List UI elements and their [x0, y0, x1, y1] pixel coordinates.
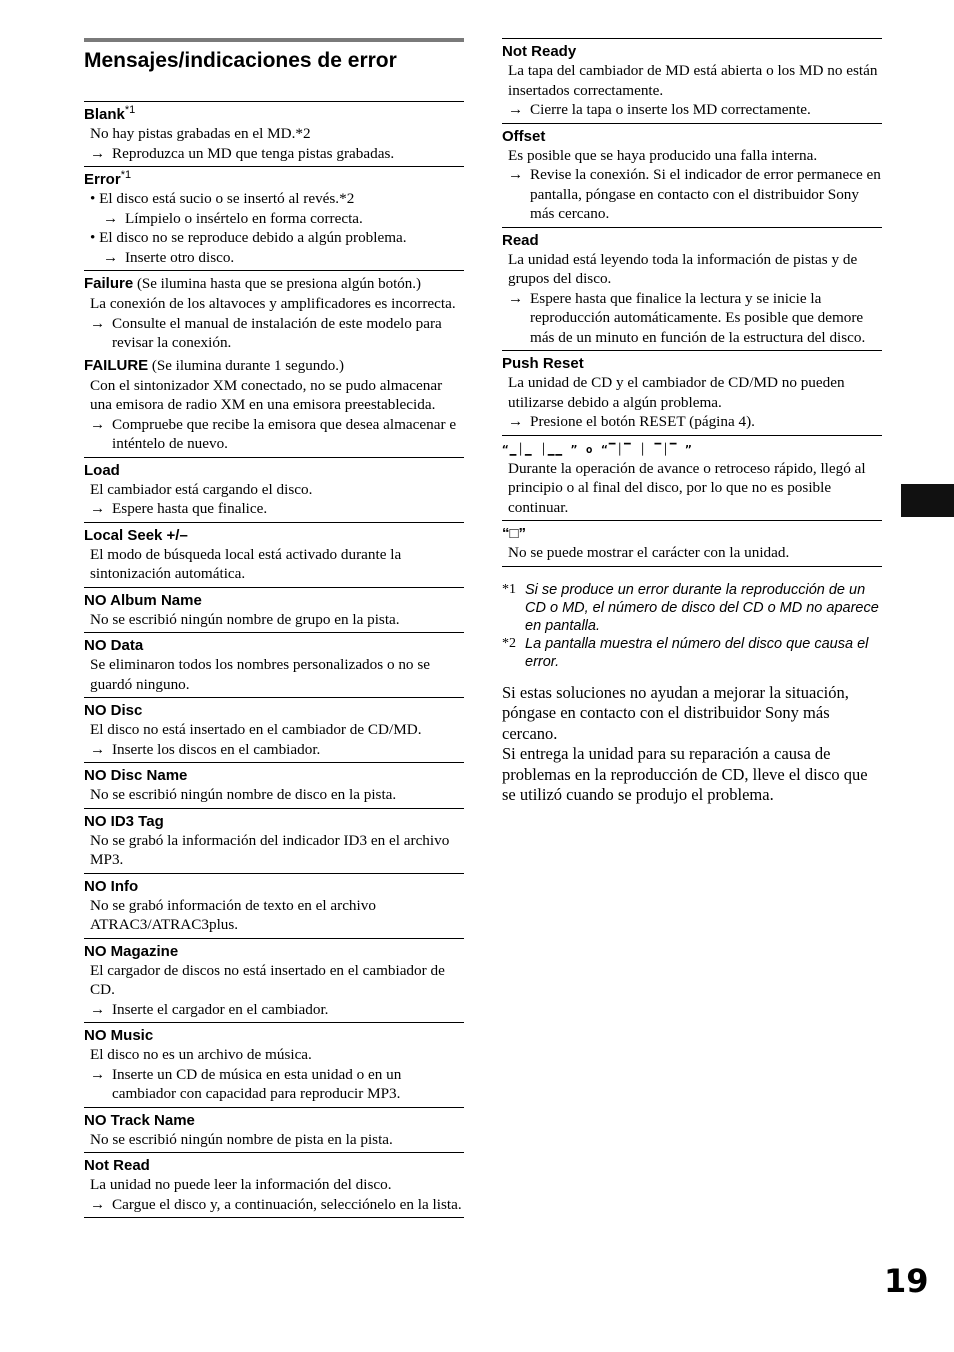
message-term [502, 231, 882, 250]
footnote-ref: *1 [124, 104, 136, 116]
message-description: La conexión de los altavoces y amplificadores es incorrecta. [90, 295, 456, 312]
message-description: No se grabó la información del indicador ID3 en el archivo MP3. [90, 831, 450, 868]
message-term [84, 591, 464, 610]
footnote-text: La pantalla muestra el número del disco que causa el error. [525, 635, 869, 670]
message-entry [502, 38, 882, 123]
message-entry [84, 356, 464, 457]
message-entry [84, 457, 464, 522]
remedy-line [84, 1000, 464, 1020]
footnotes [502, 581, 882, 671]
message-term [84, 701, 464, 720]
footnote-number: *2 [502, 635, 516, 651]
message-entry [84, 873, 464, 938]
remedy-text: Revise la conexión. Si el indicador de error permanece en pantalla, póngase en contacto con el distribuidor Sony más cercano. [530, 166, 881, 222]
message-term-label: NO Magazine [84, 942, 179, 960]
message-description: Durante la operación de avance o retroceso rápido, llegó al principio o al final del disco, por lo que no es posible continuar. [508, 459, 866, 516]
remedy-text: Inserte un CD de música en esta unidad o en un cambiador con capacidad para reproducir MP3. [112, 1065, 402, 1102]
message-entry [502, 350, 882, 435]
message-description: El cargador de discos no está insertado en el cambiador de CD. [90, 961, 445, 998]
message-description: La unidad de CD y el cambiador de CD/MD no pueden utilizarse debido a algún problema. [508, 374, 845, 411]
arrow-icon: → [90, 1000, 106, 1018]
arrow-icon: → [508, 101, 524, 118]
remedy-text: Consulte el manual de instalación de este modelo para revisar la conexión. [112, 314, 442, 351]
message-term-label: Push Reset [502, 355, 584, 372]
message-term-label: Local Seek +/– [84, 526, 188, 544]
message-term-label: NO Data [84, 637, 144, 654]
right-column [502, 38, 882, 806]
message-description: El disco no está insertado en el cambiador de CD/MD. [90, 721, 422, 738]
message-description: Con el sintonizador XM conectado, no se pudo almacenar una emisora de radio XM en una emisora preestablecida. [90, 376, 443, 413]
message-entry [84, 762, 464, 808]
message-entry [84, 522, 464, 587]
arrow-icon: → [508, 289, 524, 307]
arrow-icon: → [103, 248, 119, 266]
message-description: No hay pistas grabadas en el MD.*2 [90, 125, 311, 142]
message-entry [84, 1107, 464, 1153]
message-description: Se eliminaron todos los nombres personalizados o no se guardó ninguno. [90, 656, 430, 693]
message-term [502, 354, 882, 373]
message-entry [84, 101, 464, 166]
message-description: El disco no es un archivo de música. [90, 1046, 312, 1063]
footnote [502, 635, 882, 671]
closing-paragraph: Si entrega la unidad para su reparación a causa de problemas en la reproducción de CD, lleve el disco que se utilizó cuando se produjo el problema. [502, 744, 868, 804]
cause-text: El disco no se reproduce debido a algún problema. [99, 229, 407, 246]
message-term [502, 439, 882, 459]
message-entry [84, 938, 464, 1023]
message-term [84, 942, 464, 961]
bullet-icon: • [90, 229, 100, 246]
message-description: No se grabó información de texto en el archivo ATRAC3/ATRAC3plus. [90, 896, 376, 933]
message-entry [84, 808, 464, 873]
message-term [84, 812, 464, 831]
remedy-text: Cargue el disco y, a continuación, selecciónelo en la lista. [112, 1195, 462, 1213]
message-entry [84, 166, 464, 270]
message-term [84, 766, 464, 785]
arrow-icon: → [103, 209, 119, 227]
message-term-label: Load [84, 461, 120, 479]
remedy-text: Espere hasta que finalice la lectura y se inicie la reproducción automáticamente. Es posible que demore más de un minuto en función de la estructura del disco. [530, 289, 866, 346]
remedy-line [84, 1195, 464, 1215]
remedy-line [502, 289, 882, 348]
message-term [84, 636, 464, 655]
closing-text [502, 683, 882, 806]
remedy-line [502, 412, 882, 432]
remedy-line [84, 740, 464, 760]
message-entry [502, 435, 882, 521]
arrow-icon: → [90, 500, 106, 517]
remedy-line [84, 314, 464, 353]
footnote [502, 581, 882, 635]
remedy-line [502, 100, 882, 120]
arrow-icon: → [508, 166, 524, 183]
message-term-label: NO Music [84, 1027, 154, 1044]
list-end-rule [84, 1217, 464, 1218]
left-entries [84, 101, 464, 1218]
arrow-icon: → [90, 144, 106, 162]
message-term-label: Blank [84, 106, 125, 123]
arrow-icon: → [90, 1065, 106, 1083]
message-description: No se escribió ningún nombre de pista en la pista. [90, 1130, 393, 1148]
remedy-line [502, 165, 882, 224]
message-description: La unidad está leyendo toda la información de pistas y de grupos del disco. [508, 250, 858, 287]
message-entry [84, 1022, 464, 1107]
remedy-line [84, 415, 464, 454]
message-term-label: “□” [502, 525, 527, 542]
message-term [502, 42, 882, 61]
remedy-line [84, 248, 464, 268]
left-column [84, 38, 464, 1218]
message-term [84, 274, 464, 294]
message-term-label: NO Track Name [84, 1111, 195, 1129]
message-term-label: Not Ready [502, 43, 577, 60]
message-description: No se escribió ningún nombre de disco en la pista. [90, 786, 397, 803]
message-term [84, 105, 464, 124]
message-term [84, 526, 464, 545]
remedy-text: Compruebe que recibe la emisora que desea almacenar e inténtelo de nuevo. [112, 415, 457, 452]
page-title: Mensajes/indicaciones de error [84, 49, 397, 72]
remedy-text: Espere hasta que finalice. [112, 500, 268, 517]
message-entry [84, 697, 464, 762]
message-term-label: NO ID3 Tag [84, 812, 164, 830]
message-term-label: NO Disc Name [84, 767, 188, 784]
message-description: El modo de búsqueda local está activado durante la sintonización automática. [90, 545, 402, 582]
message-term-note: (Se ilumina hasta que se presiona algún botón.) [133, 276, 422, 292]
message-description: No se puede mostrar el carácter con la unidad. [508, 544, 790, 561]
message-term-label: NO Info [84, 877, 139, 895]
message-description: La tapa del cambiador de MD está abierta o los MD no están insertados correctamente. [508, 62, 878, 99]
remedy-text: Reproduzca un MD que tenga pistas grabadas. [112, 144, 395, 162]
message-description: La unidad no puede leer la información del disco. [90, 1176, 392, 1193]
message-term-label: Not Read [84, 1157, 150, 1174]
arrow-icon: → [90, 415, 106, 433]
remedy-text: Presione el botón RESET (página 4). [530, 413, 755, 430]
message-description: El cambiador está cargando el disco. [90, 480, 313, 498]
remedy-line [84, 144, 464, 164]
message-entry [502, 520, 882, 566]
message-term [502, 524, 882, 543]
message-description: No se escribió ningún nombre de grupo en la pista. [90, 610, 400, 628]
message-term [84, 461, 464, 480]
arrow-icon: → [90, 314, 106, 332]
footnote-number: *1 [502, 581, 516, 597]
message-term-label: Failure [84, 275, 134, 292]
footnote-ref: *1 [120, 169, 132, 181]
list-end-rule [502, 566, 882, 567]
message-term-label: FAILURE [84, 356, 149, 374]
bullet-icon: • [90, 190, 100, 207]
message-term [84, 1026, 464, 1045]
message-term [84, 170, 464, 189]
message-entry [84, 1152, 464, 1217]
message-term-label: Error [84, 171, 121, 188]
section-tab [901, 484, 954, 517]
message-description: Es posible que se haya producido una falla interna. [508, 146, 818, 164]
arrow-icon: → [508, 413, 524, 430]
message-entry [502, 123, 882, 227]
remedy-line [84, 499, 464, 519]
message-term-label: “▁│▁ │▁▁ ” o “▔│▔ │ ▔│▔ ” [502, 442, 693, 456]
closing-paragraph: Si estas soluciones no ayudan a mejorar la situación, póngase en contacto con el distribuidor Sony más cercano. [502, 682, 849, 743]
remedy-text: Cierre la tapa o inserte los MD correctamente. [530, 101, 811, 118]
message-term [84, 1111, 464, 1130]
message-entry [84, 632, 464, 697]
message-term [84, 877, 464, 896]
remedy-text: Inserte el cargador en el cambiador. [112, 1000, 329, 1018]
remedy-text: Inserte otro disco. [125, 248, 235, 266]
message-term [84, 1156, 464, 1175]
message-term-label: Offset [502, 127, 546, 145]
message-term [502, 127, 882, 146]
message-entry [84, 270, 464, 356]
message-term-label: NO Disc [84, 702, 143, 719]
title-rule [84, 38, 464, 42]
message-entry [84, 587, 464, 633]
cause-bullet [90, 189, 464, 209]
message-term-note: (Se ilumina durante 1 segundo.) [148, 357, 344, 374]
remedy-line [84, 1065, 464, 1104]
footnote-text: Si se produce un error durante la reproducción de un CD o MD, el número de disco del CD o MD no aparece en pantalla. [525, 581, 879, 634]
cause-bullet [90, 228, 464, 248]
arrow-icon: → [90, 740, 106, 758]
arrow-icon: → [90, 1195, 106, 1213]
message-term [84, 356, 464, 376]
remedy-line [84, 209, 464, 229]
right-entries [502, 38, 882, 567]
message-term-label: NO Album Name [84, 591, 202, 609]
remedy-text: Inserte los discos en el cambiador. [112, 740, 321, 758]
cause-text: El disco está sucio o se insertó al revés.*2 [99, 190, 355, 207]
message-term-label: Read [502, 231, 539, 249]
remedy-text: Límpielo o insértelo en forma correcta. [125, 209, 363, 227]
message-entry [502, 227, 882, 351]
page-number: 19 [884, 1262, 929, 1300]
